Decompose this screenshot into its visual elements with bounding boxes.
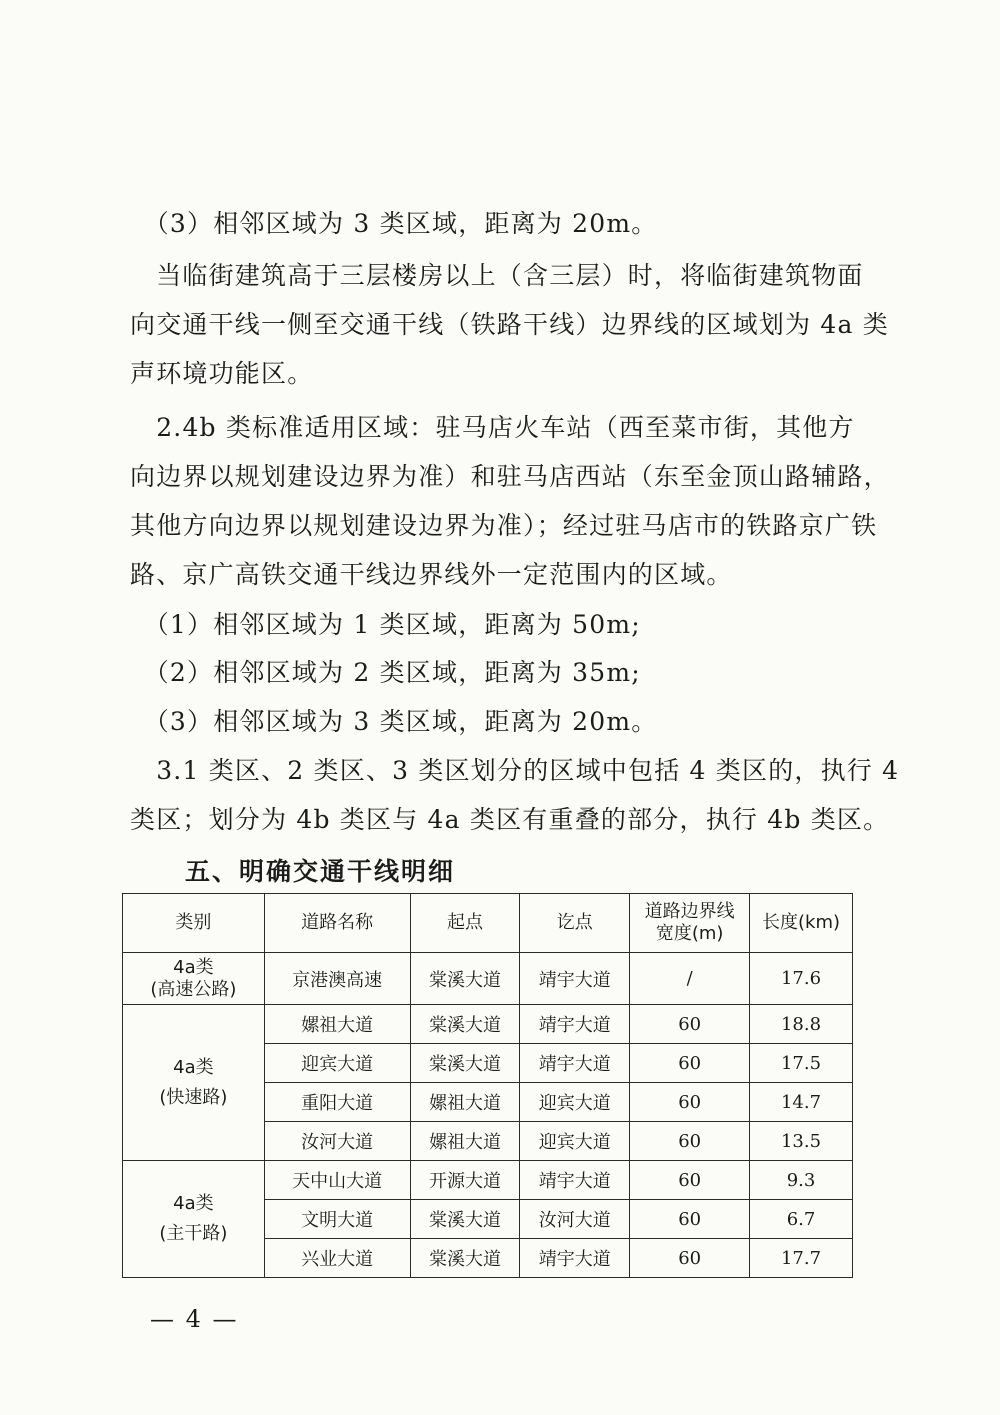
text-line: （3）相邻区域为 3 类区域，距离为 20m。 [130,209,658,238]
paragraph-2 [130,251,889,398]
road-name-cell: 兴业大道 [264,1239,410,1278]
end-cell: 汝河大道 [520,1200,630,1239]
width-cell: 60 [630,1161,750,1200]
width-cell: 60 [630,1083,750,1122]
end-cell: 靖宇大道 [520,1239,630,1278]
paragraph-6 [130,697,880,746]
paragraph-5 [130,648,880,697]
text-line: 路、京广高铁交通干线边界线外一定范围内的区域。 [130,560,733,589]
text-line: 类区；划分为 4b 类区与 4a 类区有重叠的部分，执行 4b 类区。 [130,805,890,834]
text-line: 向交通干线一侧至交通干线（铁路干线）边界线的区域划为 4a 类 [130,310,889,339]
road-name-cell: 天中山大道 [264,1161,410,1200]
col-header-boundary-width: 道路边界线 宽度(m) [630,894,750,953]
end-cell: 靖宇大道 [520,953,630,1005]
paragraph-3 [130,403,890,599]
start-cell: 嫘祖大道 [410,1122,520,1161]
start-cell: 棠溪大道 [410,1200,520,1239]
start-cell: 棠溪大道 [410,1239,520,1278]
road-name-cell: 京港澳高速 [264,953,410,1005]
text-line: 声环境功能区。 [130,359,314,388]
category-cell: 4a类 (快速路) [123,1005,265,1161]
end-cell: 靖宇大道 [520,1044,630,1083]
start-cell: 棠溪大道 [410,953,520,1005]
table-row [123,1161,853,1200]
paragraph-7 [130,746,900,844]
col-header-end: 讫点 [520,894,630,953]
end-cell: 靖宇大道 [520,1005,630,1044]
section-heading: 五、明确交通干线明细 [185,857,456,886]
start-cell: 嫘祖大道 [410,1083,520,1122]
table-row [123,1005,853,1044]
table-header-row [123,894,853,953]
text-line: 当临街建筑高于三层楼房以上（含三层）时，将临街建筑物面 [130,261,864,290]
width-cell: 60 [630,1005,750,1044]
text-line: 向边界以规划建设边界为准）和驻马店西站（东至金顶山路辅路， [130,462,890,491]
end-cell: 靖宇大道 [520,1161,630,1200]
category-cell: 4a类 (高速公路) [123,953,265,1005]
end-cell: 迎宾大道 [520,1083,630,1122]
col-header-category: 类别 [123,894,265,953]
width-cell: 60 [630,1122,750,1161]
paragraph-4 [130,600,880,649]
length-cell: 17.5 [750,1044,853,1083]
start-cell: 棠溪大道 [410,1005,520,1044]
col-header-length: 长度(km) [750,894,853,953]
road-name-cell: 嫘祖大道 [264,1005,410,1044]
traffic-trunk-table [122,893,853,1278]
text-line: （3）相邻区域为 3 类区域，距离为 20m。 [130,707,658,736]
col-header-road-name: 道路名称 [264,894,410,953]
category-cell: 4a类 (主干路) [123,1161,265,1278]
text-line: 3.1 类区、2 类区、3 类区划分的区域中包括 4 类区的，执行 4 [130,756,900,785]
length-cell: 18.8 [750,1005,853,1044]
table-row [123,953,853,1005]
road-name-cell: 重阳大道 [264,1083,410,1122]
road-name-cell: 迎宾大道 [264,1044,410,1083]
start-cell: 棠溪大道 [410,1044,520,1083]
length-cell: 13.5 [750,1122,853,1161]
width-cell: 60 [630,1239,750,1278]
text-line: （1）相邻区域为 1 类区域，距离为 50m; [130,610,641,639]
paragraph-1 [130,199,880,248]
width-cell: 60 [630,1200,750,1239]
road-name-cell: 文明大道 [264,1200,410,1239]
page-number: — 4 — [150,1305,239,1333]
road-name-cell: 汝河大道 [264,1122,410,1161]
width-cell: / [630,953,750,1005]
text-line: 其他方向边界以规划建设边界为准）；经过驻马店市的铁路京广铁 [130,511,878,540]
end-cell: 迎宾大道 [520,1122,630,1161]
length-cell: 6.7 [750,1200,853,1239]
length-cell: 17.7 [750,1239,853,1278]
col-header-start: 起点 [410,894,520,953]
width-cell: 60 [630,1044,750,1083]
text-line: （2）相邻区域为 2 类区域，距离为 35m; [130,658,641,687]
length-cell: 17.6 [750,953,853,1005]
start-cell: 开源大道 [410,1161,520,1200]
length-cell: 14.7 [750,1083,853,1122]
text-line: 2.4b 类标准适用区域：驻马店火车站（西至菜市街，其他方 [130,413,855,442]
length-cell: 9.3 [750,1161,853,1200]
